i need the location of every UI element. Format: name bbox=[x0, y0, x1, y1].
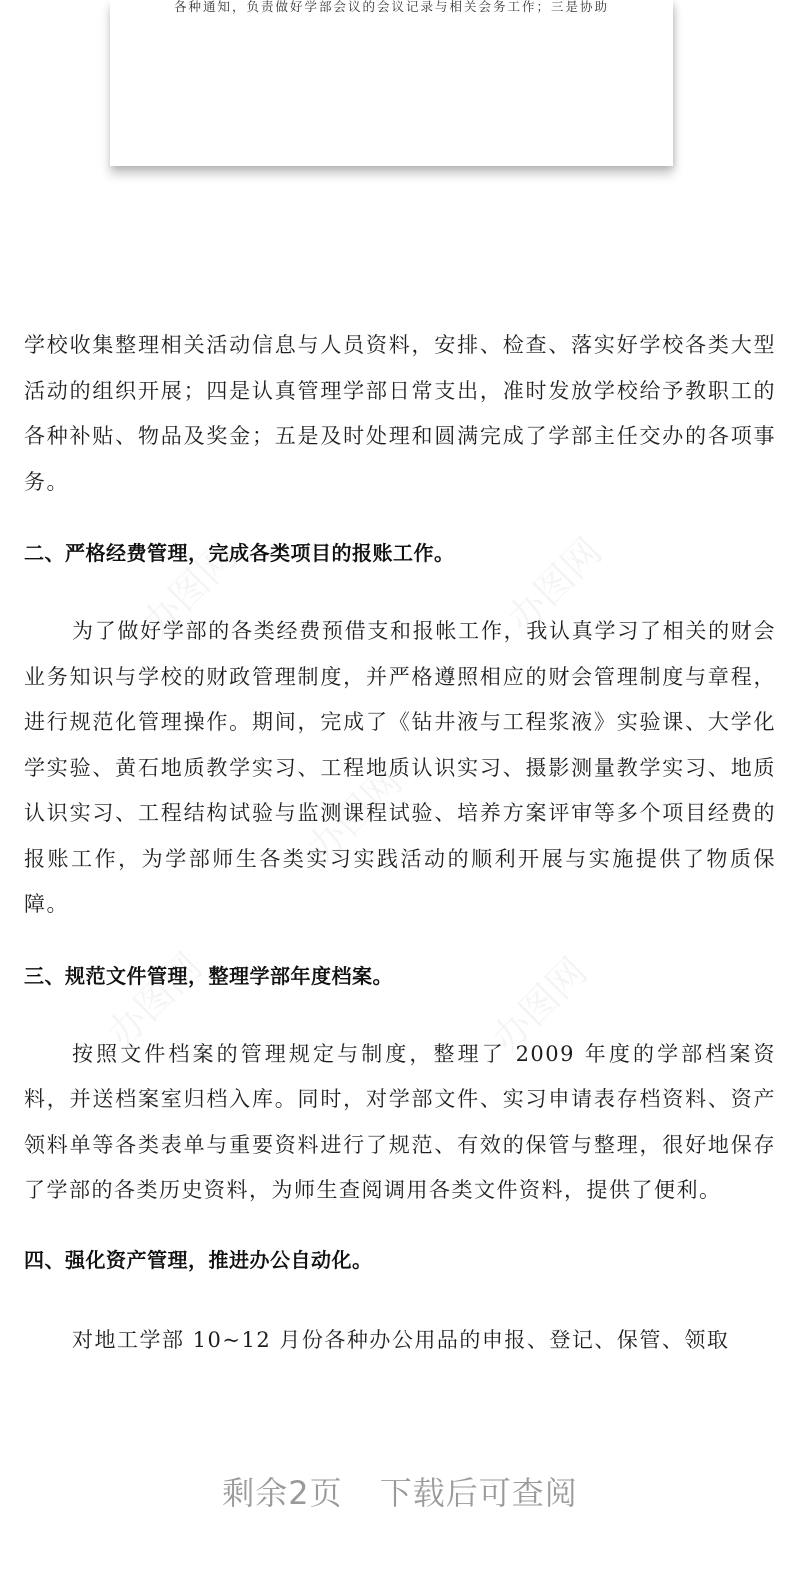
paragraph-4: 对地工学部 10~12 月份各种办公用品的申报、登记、保管、领取 bbox=[72, 1327, 730, 1352]
section-heading-2: 二、严格经费管理，完成各类项目的报账工作。 bbox=[24, 541, 455, 565]
paragraph-1: 学校收集整理相关活动信息与人员资料，安排、检查、落实好学校各类大型活动的组织开展；四是认真管理学部日常支出，准时发放学校给予教职工的各种补贴、物品及奖金；五是及时处理和圆满完成了学部主任交办的各项事务。 bbox=[24, 333, 776, 494]
remaining-pages-notice[interactable]: 剩余2页 下载后可查阅 bbox=[222, 1474, 578, 1512]
section-heading-4: 四、强化资产管理，推进办公自动化。 bbox=[24, 1247, 373, 1272]
previous-page-preview bbox=[110, 0, 673, 166]
paragraph-2: 为了做好学部的各类经费预借支和报帐工作，我认真学习了相关的财会业务知识与学校的财政管理制度，并严格遵照相应的财会管理制度与章程，进行规范化管理操作。期间，完成了《钻井液与工程浆液》实验课、大学化学实验、黄石地质教学实习、工程地质认识实习、摄影测量教学实习、地质认识实习、工程结构试验与监测课程试验、培养方案评审等多个项目经费的报账工作，为学部师生各类实习实践活动的顺利开展与实施提供了物质保障。 bbox=[24, 619, 776, 916]
document-body bbox=[24, 323, 776, 1363]
previous-page-last-line: 各种通知，负责做好学部会议的会议记录与相关会务工作；三是协助 bbox=[173, 0, 609, 14]
paragraph-3: 按照文件档案的管理规定与制度，整理了 2009 年度的学部档案资料，并送档案室归档入库。同时，对学部文件、实习申请表存档资料、资产领料单等各类表单与重要资料进行了规范、有效的保管与整理，很好地保存了学部的各类历史资料，为师生查阅调用各类文件资料，提供了便利。 bbox=[24, 1041, 776, 1202]
section-heading-3: 三、规范文件管理，整理学部年度档案。 bbox=[24, 963, 393, 988]
